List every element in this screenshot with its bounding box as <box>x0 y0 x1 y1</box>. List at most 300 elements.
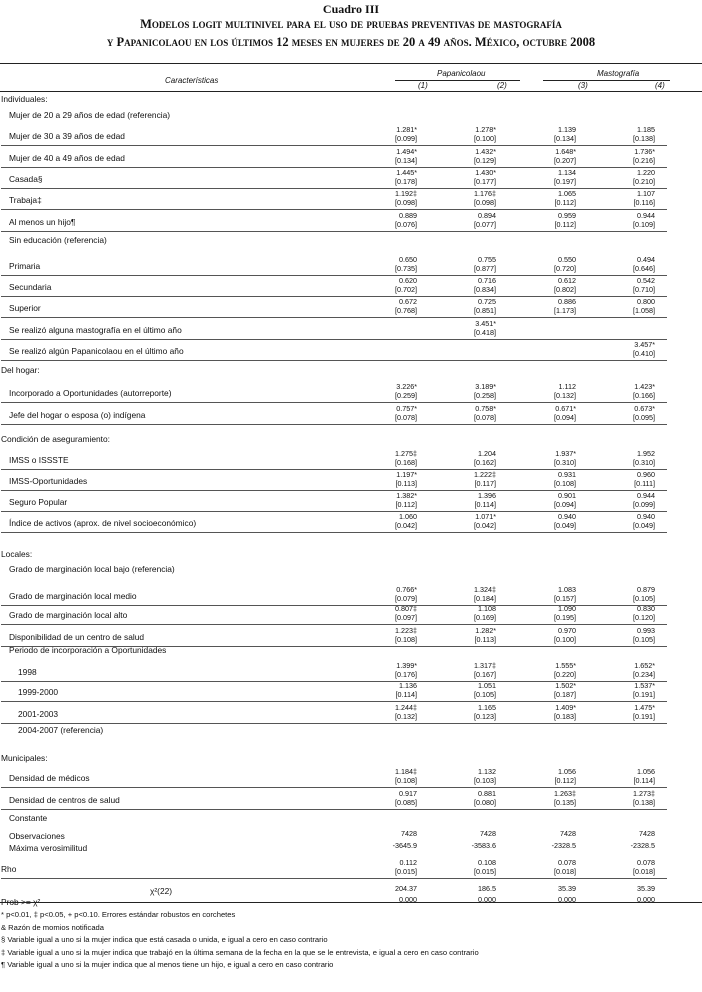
row-separator <box>1 511 667 512</box>
row-label-disponibilidad-de-un-centro-de-salud: Disponibilidad de un centro de salud <box>9 632 145 642</box>
cell-estimate: 7428 <box>401 829 417 838</box>
cell-std-error: [0.310] <box>554 458 576 467</box>
cell-std-error: [0.802] <box>554 285 576 294</box>
table-cell <box>512 767 576 785</box>
row-separator <box>1 145 667 146</box>
row-label-incorporado-a-oportunidades-autorreporte: Incorporado a Oportunidades (autorreporte) <box>9 388 172 398</box>
cell-std-error: [0.015] <box>395 867 417 876</box>
table-cell <box>353 767 417 785</box>
cell-std-error: [0.834] <box>474 285 496 294</box>
row-label-2004-2007-referencia: 2004-2007 (referencia) <box>18 725 104 735</box>
table-cell <box>353 297 417 315</box>
table-cell <box>512 604 576 622</box>
table-cell <box>353 491 417 509</box>
table-cell <box>432 512 496 530</box>
cell-std-error: [0.103] <box>474 776 496 785</box>
cell-estimate: 1.273‡ <box>633 789 655 798</box>
cell-estimate: 3.451* <box>475 319 496 328</box>
cell-estimate: 0.881 <box>478 789 496 798</box>
cell-estimate: 0.671* <box>555 404 576 413</box>
cell-estimate: 1.184‡ <box>395 767 417 776</box>
table-cell <box>432 604 496 622</box>
table-cell <box>591 404 655 422</box>
top-rule <box>0 63 702 64</box>
table-cell <box>591 147 655 165</box>
row-label-1998: 1998 <box>18 667 37 677</box>
table-number: Cuadro III <box>322 2 380 16</box>
cell-estimate: 3.226* <box>396 382 417 391</box>
cell-estimate: 1.176‡ <box>474 189 496 198</box>
cell-estimate: 3.457* <box>634 340 655 349</box>
cell-estimate: 0.894 <box>478 211 496 220</box>
table-cell <box>591 297 655 315</box>
cell-std-error: [0.114] <box>395 690 417 699</box>
row-label-individuales: Individuales: <box>1 94 48 104</box>
table-cell <box>591 829 655 838</box>
cell-estimate: 0.000 <box>399 895 417 904</box>
cell-estimate: 0.755 <box>478 255 496 264</box>
table-cell <box>512 470 576 488</box>
table-cell <box>591 767 655 785</box>
table-cell <box>591 340 655 358</box>
cell-std-error: [0.112] <box>395 500 417 509</box>
table-cell <box>432 585 496 603</box>
table-cell <box>353 189 417 207</box>
cell-estimate: 1.317‡ <box>474 661 496 670</box>
table-cell <box>353 125 417 143</box>
row-label-mujer-de-40-a-49-anos-de-edad: Mujer de 40 a 49 años de edad <box>9 153 125 163</box>
row-label-se-realizo-alguna-mastografia-en-el-ultimo-ano: Se realizó alguna mastografía en el último año <box>9 325 182 335</box>
table-cell <box>512 211 576 229</box>
header-col-3: (3) <box>578 81 588 90</box>
cell-estimate: 0.716 <box>478 276 496 285</box>
cell-estimate: 7428 <box>480 829 496 838</box>
row-label-observaciones: Observaciones <box>9 831 65 841</box>
table-cell <box>353 255 417 273</box>
cell-std-error: [0.720] <box>554 264 576 273</box>
cell-estimate: 1.648* <box>555 147 576 156</box>
cell-std-error: [1.058] <box>633 306 655 315</box>
table-cell <box>591 626 655 644</box>
table-cell <box>591 789 655 807</box>
table-cell <box>591 858 655 876</box>
cell-estimate: 0.960 <box>637 470 655 479</box>
cell-estimate: 1.432* <box>475 147 496 156</box>
cell-estimate: 0.807‡ <box>395 604 417 613</box>
table-cell <box>591 512 655 530</box>
cell-std-error: [0.234] <box>633 670 655 679</box>
row-separator <box>1 360 667 361</box>
cell-std-error: [0.735] <box>395 264 417 273</box>
cell-std-error: [0.220] <box>554 670 576 679</box>
table-cell <box>512 276 576 294</box>
cell-estimate: 1.423* <box>634 382 655 391</box>
footnote: * p<0.01, ‡ p<0.05, + p<0.10. Errores estándar robustos en corchetes <box>1 910 236 919</box>
row-separator <box>1 402 667 403</box>
cell-std-error: [0.099] <box>633 500 655 509</box>
table-cell <box>353 841 417 850</box>
row-label-constante: Constante <box>9 813 48 823</box>
table-title-line-1: Modelos logit multinivel para el uso de pruebas preventivas de mastografía <box>140 17 562 31</box>
cell-std-error: [0.112] <box>554 776 576 785</box>
row-separator <box>1 681 667 682</box>
row-label-2001-2003: 2001-2003 <box>18 709 59 719</box>
row-separator <box>1 624 667 625</box>
cell-std-error: [0.113] <box>395 479 417 488</box>
row-separator <box>1 209 667 210</box>
row-separator <box>1 490 667 491</box>
table-cell <box>353 789 417 807</box>
cell-std-error: [1.173] <box>554 306 576 315</box>
cell-std-error: [0.078] <box>474 413 496 422</box>
cell-std-error: [0.109] <box>633 220 655 229</box>
table-cell <box>353 147 417 165</box>
cell-estimate: 1.396 <box>478 491 496 500</box>
cell-std-error: [0.105] <box>633 594 655 603</box>
table-cell <box>512 681 576 699</box>
table-cell <box>591 681 655 699</box>
table-cell <box>512 147 576 165</box>
cell-std-error: [0.191] <box>633 690 655 699</box>
table-cell <box>512 703 576 721</box>
cell-std-error: [0.177] <box>474 177 496 186</box>
table-cell <box>512 661 576 679</box>
cell-estimate: 0.078 <box>637 858 655 867</box>
cell-estimate: 0.800 <box>637 297 655 306</box>
cell-estimate: -3645.9 <box>392 841 417 850</box>
cell-std-error: [0.768] <box>395 306 417 315</box>
cell-estimate: 0.612 <box>558 276 576 285</box>
cell-std-error: [0.120] <box>633 613 655 622</box>
cell-estimate: 1.324‡ <box>474 585 496 594</box>
table-cell <box>591 703 655 721</box>
cell-std-error: [0.132] <box>554 391 576 400</box>
cell-std-error: [0.042] <box>474 521 496 530</box>
row-label-casada: Casada§ <box>9 174 43 184</box>
cell-estimate: 0.931 <box>558 470 576 479</box>
cell-estimate: 0.112 <box>399 858 417 867</box>
cell-estimate: 1.107 <box>637 189 655 198</box>
row-separator <box>1 646 667 647</box>
row-label-imss-oportunidades: IMSS-Oportunidades <box>9 476 88 486</box>
table-cell <box>432 449 496 467</box>
cell-std-error: [0.094] <box>554 500 576 509</box>
cell-estimate: 1.090 <box>558 604 576 613</box>
row-label-condicion-de-aseguramiento: Condición de aseguramiento: <box>1 434 110 444</box>
cell-estimate: 0.672 <box>399 297 417 306</box>
table-title-line-2: y Papanicolaou en los últimos 12 meses en mujeres de 20 a 49 años. México, octubre 2008 <box>106 35 596 49</box>
table-cell <box>591 125 655 143</box>
table-cell <box>432 681 496 699</box>
cell-std-error: [0.098] <box>395 198 417 207</box>
cell-std-error: [0.166] <box>633 391 655 400</box>
row-label-grado-de-marginacion-local-medio: Grado de marginación local medio <box>9 591 137 601</box>
row-label-sin-educacion-referencia: Sin educación (referencia) <box>9 235 107 245</box>
footnote: ¶ Variable igual a uno si la mujer indica que al menos tiene un hijo, e igual a cero en caso contrario <box>1 960 334 969</box>
row-label-al-menos-un-hijo: Al menos un hijo¶ <box>9 217 76 227</box>
cell-estimate: 7428 <box>639 829 655 838</box>
cell-estimate: 0.078 <box>558 858 576 867</box>
table-cell <box>591 585 655 603</box>
table-cell <box>353 470 417 488</box>
cell-estimate: 0.879 <box>637 585 655 594</box>
table-cell <box>591 168 655 186</box>
row-separator <box>1 275 667 276</box>
cell-std-error: [0.077] <box>474 220 496 229</box>
row-label-densidad-de-medicos: Densidad de médicos <box>9 773 90 783</box>
cell-std-error: [0.080] <box>474 798 496 807</box>
table-cell <box>432 841 496 850</box>
header-characteristics: Características <box>165 76 219 85</box>
row-label-secundaria: Secundaria <box>9 282 52 292</box>
footnote: & Razón de momios notificada <box>1 922 104 932</box>
cell-std-error: [0.113] <box>474 635 496 644</box>
row-label-superior: Superior <box>9 303 41 313</box>
cell-estimate: 0.830 <box>637 604 655 613</box>
cell-estimate: 0.917 <box>399 789 417 798</box>
cell-std-error: [0.646] <box>633 264 655 273</box>
cell-estimate: 1.139 <box>558 125 576 134</box>
cell-std-error: [0.418] <box>474 328 496 337</box>
cell-estimate: 0.757* <box>396 404 417 413</box>
cell-estimate: 1.220 <box>637 168 655 177</box>
cell-estimate: 1.222‡ <box>474 470 496 479</box>
row-label-grado-de-marginacion-local-alto: Grado de marginación local alto <box>9 610 128 620</box>
table-cell <box>353 829 417 838</box>
row-label-maxima-verosimilitud: Máxima verosimilitud <box>9 843 88 853</box>
row-separator <box>1 701 667 702</box>
cell-std-error: [0.216] <box>633 156 655 165</box>
cell-estimate: 186.5 <box>478 884 496 893</box>
cell-std-error: [0.085] <box>395 798 417 807</box>
cell-std-error: [0.134] <box>395 156 417 165</box>
table-cell <box>432 404 496 422</box>
cell-estimate: 1.197* <box>396 470 417 479</box>
cell-estimate: 0.940 <box>558 512 576 521</box>
cell-std-error: [0.112] <box>554 198 576 207</box>
cell-std-error: [0.310] <box>633 458 655 467</box>
cell-std-error: [0.108] <box>554 479 576 488</box>
row-separator <box>1 809 667 810</box>
table-cell <box>591 255 655 273</box>
row-label-1999-2000: 1999-2000 <box>18 687 59 697</box>
table-cell <box>591 276 655 294</box>
table-cell <box>353 661 417 679</box>
cell-estimate: 1.282* <box>475 626 496 635</box>
table-cell <box>512 789 576 807</box>
table-cell <box>512 829 576 838</box>
table-cell <box>353 211 417 229</box>
table-cell <box>591 491 655 509</box>
cell-std-error: [0.176] <box>395 670 417 679</box>
cell-estimate: 1.494* <box>396 147 417 156</box>
cell-std-error: [0.079] <box>395 594 417 603</box>
table-cell <box>512 841 576 850</box>
cell-estimate: 1.192‡ <box>395 189 417 198</box>
cell-estimate: 0.889 <box>399 211 417 220</box>
table-cell <box>432 789 496 807</box>
row-label-periodo-de-incorporacion-a-oportunidades: Periodo de incorporación a Oportunidades <box>9 645 167 655</box>
cell-std-error: [0.108] <box>395 776 417 785</box>
cell-std-error: [0.132] <box>395 712 417 721</box>
row-label-22: χ²(22) <box>150 886 173 896</box>
table-cell <box>353 168 417 186</box>
row-separator <box>1 787 667 788</box>
table-cell <box>432 319 496 337</box>
cell-std-error: [0.187] <box>554 690 576 699</box>
cell-estimate: 1.382* <box>396 491 417 500</box>
cell-std-error: [0.138] <box>633 134 655 143</box>
cell-std-error: [0.877] <box>474 264 496 273</box>
table-cell <box>512 168 576 186</box>
cell-estimate: -3583.6 <box>471 841 496 850</box>
row-label-trabaja: Trabaja‡ <box>9 195 42 205</box>
row-label-grado-de-marginacion-local-bajo-referencia: Grado de marginación local bajo (referencia) <box>9 564 175 574</box>
cell-std-error: [0.184] <box>474 594 496 603</box>
cell-estimate: 1.112 <box>558 382 576 391</box>
row-separator <box>1 424 667 425</box>
table-cell <box>432 858 496 876</box>
table-cell <box>432 297 496 315</box>
table-cell <box>353 626 417 644</box>
table-cell <box>432 168 496 186</box>
cell-estimate: 0.944 <box>637 211 655 220</box>
cell-std-error: [0.114] <box>474 500 496 509</box>
table-cell <box>432 189 496 207</box>
cell-estimate: 1.065 <box>558 189 576 198</box>
row-label-prob: Prob >= χ² <box>1 897 41 907</box>
table-cell <box>432 767 496 785</box>
row-label-mujer-de-30-a-39-anos-de-edad: Mujer de 30 a 39 años de edad <box>9 131 125 141</box>
table-cell <box>512 189 576 207</box>
cell-estimate: 1.502* <box>555 681 576 690</box>
cell-std-error: [0.183] <box>554 712 576 721</box>
cell-estimate: 7428 <box>560 829 576 838</box>
cell-std-error: [0.710] <box>633 285 655 294</box>
cell-estimate: 1.281* <box>396 125 417 134</box>
cell-estimate: 0.940 <box>637 512 655 521</box>
cell-estimate: 0.959 <box>558 211 576 220</box>
cell-estimate: 1.136 <box>399 681 417 690</box>
cell-std-error: [0.210] <box>633 177 655 186</box>
cell-estimate: 0.000 <box>558 895 576 904</box>
cell-estimate: 1.132 <box>478 767 496 776</box>
cell-estimate: 1.652* <box>634 661 655 670</box>
table-cell <box>591 604 655 622</box>
cell-std-error: [0.178] <box>395 177 417 186</box>
cell-std-error: [0.851] <box>474 306 496 315</box>
table-cell <box>353 681 417 699</box>
cell-std-error: [0.129] <box>474 156 496 165</box>
cell-std-error: [0.108] <box>395 635 417 644</box>
header-col-4: (4) <box>655 81 665 90</box>
cell-std-error: [0.098] <box>474 198 496 207</box>
row-separator <box>1 296 667 297</box>
cell-std-error: [0.114] <box>633 776 655 785</box>
table-cell <box>432 829 496 838</box>
row-separator <box>1 339 667 340</box>
cell-estimate: 1.430* <box>475 168 496 177</box>
cell-estimate: -2328.5 <box>630 841 655 850</box>
header-mastografia: Mastografía <box>597 69 640 78</box>
row-separator <box>1 605 667 606</box>
cell-estimate: 1.056 <box>637 767 655 776</box>
table-cell <box>432 703 496 721</box>
table-cell <box>432 276 496 294</box>
cell-std-error: [0.018] <box>554 867 576 876</box>
header-papanicolaou: Papanicolaou <box>437 69 486 78</box>
cell-std-error: [0.134] <box>554 134 576 143</box>
cell-estimate: 1.244‡ <box>395 703 417 712</box>
cell-estimate: 0.993 <box>637 626 655 635</box>
cell-estimate: 1.555* <box>555 661 576 670</box>
cell-std-error: [0.117] <box>474 479 496 488</box>
table-cell <box>353 703 417 721</box>
row-separator <box>1 188 667 189</box>
table-cell <box>432 884 496 893</box>
cell-estimate: 35.39 <box>558 884 576 893</box>
cell-std-error: [0.138] <box>633 798 655 807</box>
table-cell <box>512 382 576 400</box>
header-bottom-rule <box>0 91 702 92</box>
cell-estimate: 1.134 <box>558 168 576 177</box>
row-separator <box>1 878 667 879</box>
cell-std-error: [0.410] <box>633 349 655 358</box>
mastografia-rule <box>543 80 670 81</box>
table-cell <box>591 470 655 488</box>
table-cell <box>353 276 417 294</box>
row-label-jefe-del-hogar-o-esposa-o-indigena: Jefe del hogar o esposa (o) indígena <box>9 410 146 420</box>
cell-estimate: 1.108 <box>478 604 496 613</box>
row-label-densidad-de-centros-de-salud: Densidad de centros de salud <box>9 795 120 805</box>
table-cell <box>512 449 576 467</box>
cell-estimate: 1.071* <box>475 512 496 521</box>
cell-std-error: [0.157] <box>554 594 576 603</box>
cell-estimate: 0.758* <box>475 404 496 413</box>
table-cell <box>512 512 576 530</box>
cell-std-error: [0.049] <box>554 521 576 530</box>
row-label-primaria: Primaria <box>9 261 41 271</box>
row-label-locales: Locales: <box>1 549 33 559</box>
cell-estimate: 3.189* <box>475 382 496 391</box>
cell-estimate: 0.970 <box>558 626 576 635</box>
cell-estimate: 0.766* <box>396 585 417 594</box>
header-col-2: (2) <box>497 81 507 90</box>
cell-std-error: [0.135] <box>554 798 576 807</box>
cell-std-error: [0.195] <box>554 613 576 622</box>
cell-estimate: 1.736* <box>634 147 655 156</box>
cell-std-error: [0.259] <box>395 391 417 400</box>
cell-estimate: 0.494 <box>637 255 655 264</box>
cell-std-error: [0.702] <box>395 285 417 294</box>
table-cell <box>353 512 417 530</box>
cell-estimate: 1.223‡ <box>395 626 417 635</box>
cell-estimate: 0.673* <box>634 404 655 413</box>
cell-estimate: 0.000 <box>478 895 496 904</box>
table-cell <box>432 147 496 165</box>
cell-std-error: [0.169] <box>474 613 496 622</box>
cell-estimate: 1.399* <box>396 661 417 670</box>
cell-estimate: 0.650 <box>399 255 417 264</box>
cell-std-error: [0.105] <box>474 690 496 699</box>
footnote: ‡ Variable igual a uno si la mujer indica que trabajó en la última semana de la fecha en la que se le entrevista, e igual a cero en caso contrario <box>1 947 479 957</box>
table-cell <box>432 470 496 488</box>
table-cell <box>591 841 655 850</box>
footnote: § Variable igual a uno si la mujer indica que está casada o unida, e igual a cero en caso contrario <box>1 935 328 944</box>
cell-std-error: [0.123] <box>474 712 496 721</box>
cell-estimate: 204.37 <box>395 884 417 893</box>
row-separator <box>1 469 667 470</box>
